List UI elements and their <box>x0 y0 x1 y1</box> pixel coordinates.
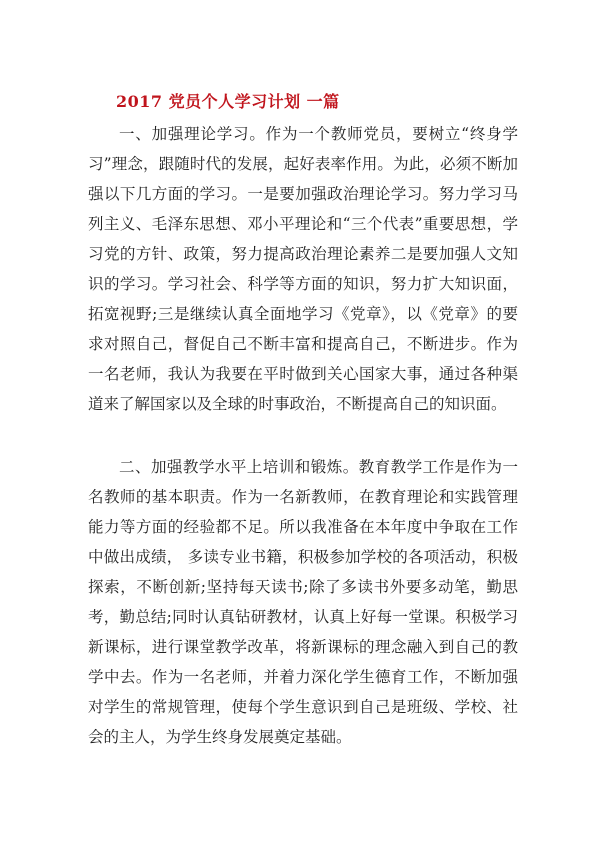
document-title: 2017 党员个人学习计划 一篇 <box>116 92 340 111</box>
paragraph-teaching-training: 二、加强教学水平上培训和锻炼。教育教学工作是作为一名教师的基本职责。作为一名新教师，在教育理论和实践管理能力等方面的经验都不足。所以我准备在本年度中争取在工作中做出成绩， 多读专业书籍，积极参加学校的各项活动，积极探索，不断创新;坚持每天读书;除了多读书外要多动笔，勤思考，勤总结;同时认真钻研教材，认真上好每一堂课。积极学习新课标，进行课堂教学改革，将新课标的理念融入到自己的教学中去。作为一名老师，并着力深化学生德育工作，不断加强对学生的常规管理，使每个学生意识到自己是班级、学校、社会的主人，为学生终身发展奠定基础。 <box>88 458 518 746</box>
paragraph-theory-study: 一、加强理论学习。作为一个教师党员，要树立“终身学习”理念，跟随时代的发展，起好表率作用。为此，必须不断加强以下几方面的学习。一是要加强政治理论学习。努力学习马列主义、毛泽东思想、邓小平理论和“三个代表”重要思想，学习党的方针、政策，努力提高政治理论素养二是要加强人文知识的学习。学习社会、科学等方面的知识，努力扩大知识面，拓宽视野;三是继续认真全面地学习《党章》，以《党章》的要求对照自己，督促自己不断丰富和提高自己，不断进步。作为一名老师，我认为我要在平时做到关心国家大事，通过各种渠道来了解国家以及全球的时事政治，不断提高自己的知识面。 <box>88 125 518 413</box>
